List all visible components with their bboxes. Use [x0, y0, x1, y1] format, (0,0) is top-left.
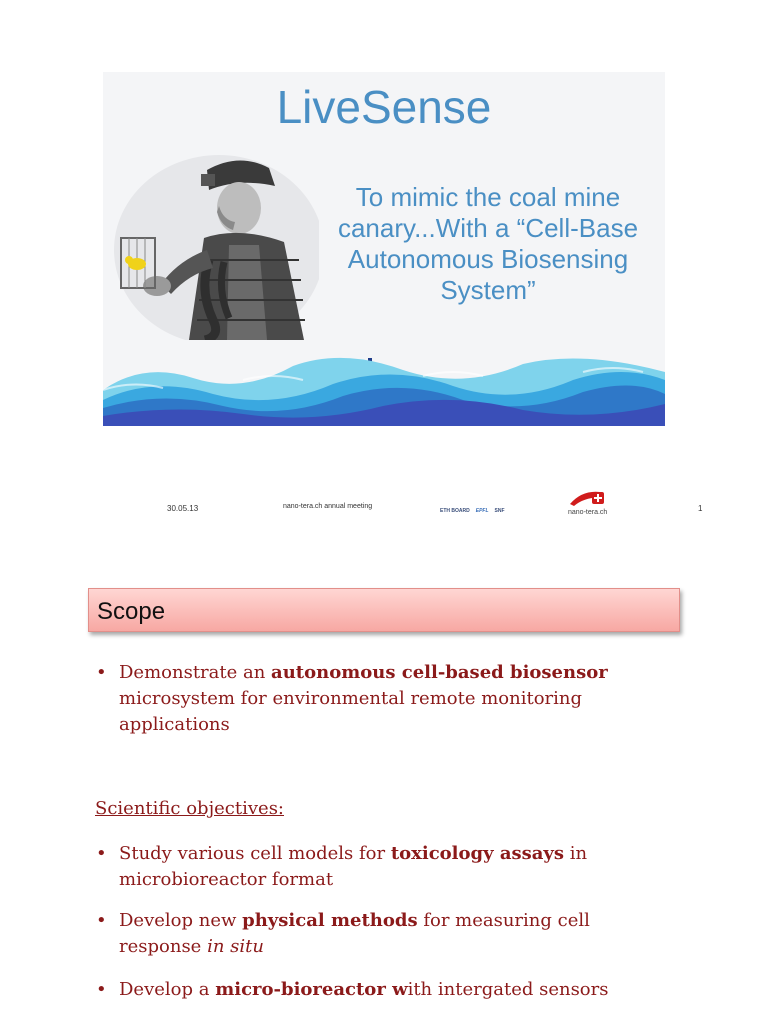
bullet-micro-bioreactor	[96, 977, 666, 1003]
bullet-text-bold: autonomous cell-based biosensor	[271, 662, 608, 683]
tagline-line-1: To mimic the coal mine	[355, 182, 621, 212]
bullet-icon: •	[96, 910, 107, 931]
slide-scope	[0, 570, 768, 1024]
bullet-text	[96, 908, 666, 960]
nano-tera-label: nano-tera.ch	[568, 509, 608, 516]
footer-meeting: nano-tera.ch annual meeting	[283, 503, 373, 510]
epfl-logo: EPFL	[475, 508, 489, 514]
bullet-text	[96, 977, 666, 1003]
bullet-text	[96, 660, 666, 738]
bullet-text-post: for measuring cell response	[119, 910, 590, 957]
scope-heading-box	[88, 588, 680, 632]
scope-heading: Scope	[97, 598, 166, 625]
bullet-text-post: microsystem for environmental remote monitoring applications	[119, 688, 583, 735]
bullet-text-pre: Study various cell models for	[119, 843, 391, 864]
bullet-physical-methods	[96, 908, 666, 960]
bullet-text-pre: Demonstrate an	[119, 662, 272, 683]
tagline-line-2: canary...With a “Cell-Base	[337, 213, 639, 243]
sponsor-logos	[440, 504, 505, 518]
bullet-text	[96, 841, 666, 893]
bullet-demonstrate	[96, 660, 666, 738]
bullet-icon: •	[96, 979, 107, 1000]
snf-logo: SNF	[494, 508, 505, 514]
slide-title: LiveSense	[276, 81, 492, 133]
bullet-text-bold: toxicology assays	[390, 843, 565, 864]
bullet-text-pre: Develop a	[119, 979, 216, 1000]
water-waves-graphic	[103, 350, 665, 426]
bullet-text-bold: micro-bioreactor w	[215, 979, 408, 1000]
miner-with-canary-photo	[109, 150, 319, 340]
bullet-text-bold: physical methods	[242, 910, 418, 931]
scientific-objectives-heading: Scientific objectives:	[95, 798, 284, 819]
bullet-study	[96, 841, 666, 893]
slide-footer	[0, 494, 768, 524]
page-number: 1	[698, 504, 703, 513]
tagline-line-4: System”	[440, 275, 536, 305]
eth-board-logo: ETH BOARD	[440, 508, 470, 514]
title-graphic	[103, 72, 665, 426]
bullet-text-post: in microbioreactor format	[119, 843, 588, 890]
tagline-line-3: Autonomous Biosensing	[347, 244, 629, 274]
footer-date: 30.05.13	[167, 504, 199, 513]
nano-tera-logo	[566, 488, 616, 516]
bullet-text-italic: in situ	[207, 936, 264, 957]
swiss-cross-icon	[566, 488, 616, 506]
bullet-text-pre: Develop new	[119, 910, 243, 931]
bullet-icon: •	[96, 843, 107, 864]
bullet-text-post: ith intergated sensors	[407, 979, 609, 1000]
bullet-icon: •	[96, 662, 107, 683]
slide-tagline	[318, 182, 658, 306]
